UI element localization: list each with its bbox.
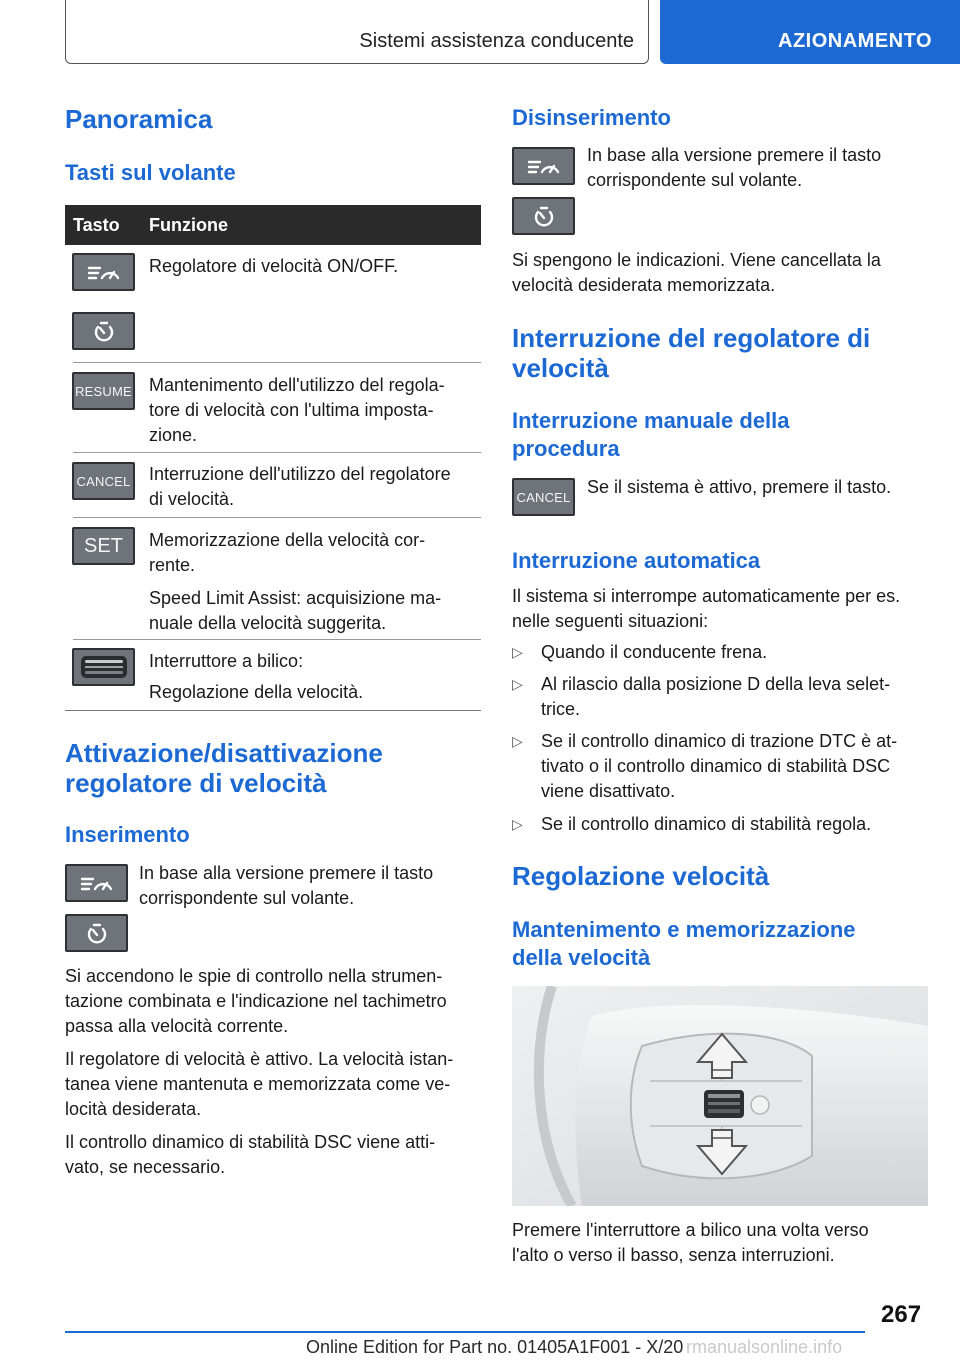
footer-watermark: rmanualsonline.info <box>686 1337 843 1357</box>
inserimento-paragraph-2: Il regolatore di velocità è attivo. La velocità istan- tanea viene mantenuta e memorizzata come ve- locità desiderata. <box>65 1049 454 1119</box>
cruise-control-icon <box>72 253 135 291</box>
row-divider <box>73 452 481 453</box>
inserimento-paragraph-1: Si accendono le spie di controllo nella strumen- tazione combinata e l'indicazione nel tachimetro passa alla velocità corrente. <box>65 966 447 1036</box>
table-row-2-function: Mantenimento dell'utilizzo del regola- tore di velocità con l'ultima imposta- zione. <box>149 375 445 445</box>
inserimento-instruction: In base alla versione premere il tasto corrispondente sul volante. <box>139 863 434 908</box>
manuale-instruction: Se il sistema è attivo, premere il tasto. <box>587 477 892 497</box>
rocker-switch-icon <box>72 648 135 686</box>
steering-wheel-photo <box>512 986 928 1206</box>
speed-limiter-icon <box>512 197 575 235</box>
row-divider <box>73 362 481 363</box>
bullet-triangle-icon: ▷ <box>512 733 523 749</box>
speed-limiter-icon <box>72 312 135 350</box>
cancel-button-icon: CANCEL <box>512 478 575 516</box>
row-divider <box>73 517 481 518</box>
bullet-triangle-icon: ▷ <box>512 816 523 832</box>
table-row-3-function: Interruzione dell'utilizzo del regolatore di velocità. <box>149 464 451 509</box>
section-label: AZIONAMENTO <box>778 30 933 52</box>
disinserimento-paragraph: Si spengono le indicazioni. Viene cancellata la velocità desiderata memorizzata. <box>512 250 881 295</box>
heading-inserimento: Inserimento <box>65 822 190 847</box>
heading-disinserimento: Disinserimento <box>512 105 671 130</box>
photo-caption: Premere l'interruttore a bilico una volta verso l'alto o verso il basso, senza interruzioni. <box>512 1220 869 1265</box>
cruise-control-icon <box>512 147 575 185</box>
page-number: 267 <box>881 1301 922 1328</box>
footer-divider <box>65 1331 865 1333</box>
resume-button-icon: RESUME <box>72 372 135 410</box>
heading-interruzione-automatica: Interruzione automatica <box>512 548 761 573</box>
table-row-4-function: Memorizzazione della velocità cor- rente. Speed Limit Assist: acquisizione ma- nuale della velocità suggerita. <box>149 530 442 633</box>
heading-interruzione-manuale: Interruzione manuale della procedura <box>512 408 790 461</box>
heading-interruzione: Interruzione del regolatore di velocità <box>512 323 871 383</box>
disinserimento-instruction: In base alla versione premere il tasto corrispondente sul volante. <box>587 145 882 190</box>
heading-attivazione: Attivazione/disattivazione regolatore di velocità <box>65 738 383 798</box>
bullet-triangle-icon: ▷ <box>512 676 523 692</box>
header-chapter-box <box>65 0 649 64</box>
chapter-title: Sistemi assistenza conducente <box>359 30 634 52</box>
row-divider <box>73 639 481 640</box>
speed-limiter-icon <box>65 914 128 952</box>
inserimento-paragraph-3: Il controllo dinamico di stabilità DSC viene atti- vato, se necessario. <box>65 1132 436 1177</box>
cancel-button-icon: CANCEL <box>72 462 135 500</box>
automatica-intro: Il sistema si interrompe automaticamente per es. nelle seguenti situazioni: <box>512 586 901 631</box>
set-button-icon: SET <box>72 527 135 565</box>
table-col-funzione: Funzione <box>149 215 228 235</box>
cruise-control-icon <box>65 864 128 902</box>
table-row-1-function: Regolatore di velocità ON/OFF. <box>149 256 399 276</box>
heading-panoramica: Panoramica <box>65 104 213 134</box>
section-tab <box>660 0 960 64</box>
bullet-triangle-icon: ▷ <box>512 644 523 660</box>
heading-mantenimento: Mantenimento e memorizzazione della velocità <box>512 917 856 970</box>
table-col-tasto: Tasto <box>73 215 120 235</box>
heading-tasti-volante: Tasti sul volante <box>65 160 236 185</box>
table-header <box>65 205 481 245</box>
footer-edition: Online Edition for Part no. 01405A1F001 - X/20 <box>306 1337 684 1357</box>
heading-regolazione: Regolazione velocità <box>512 861 770 891</box>
table-row-5-function: Interruttore a bilico: Regolazione della velocità. <box>149 651 364 702</box>
table-bottom-border <box>65 710 481 711</box>
